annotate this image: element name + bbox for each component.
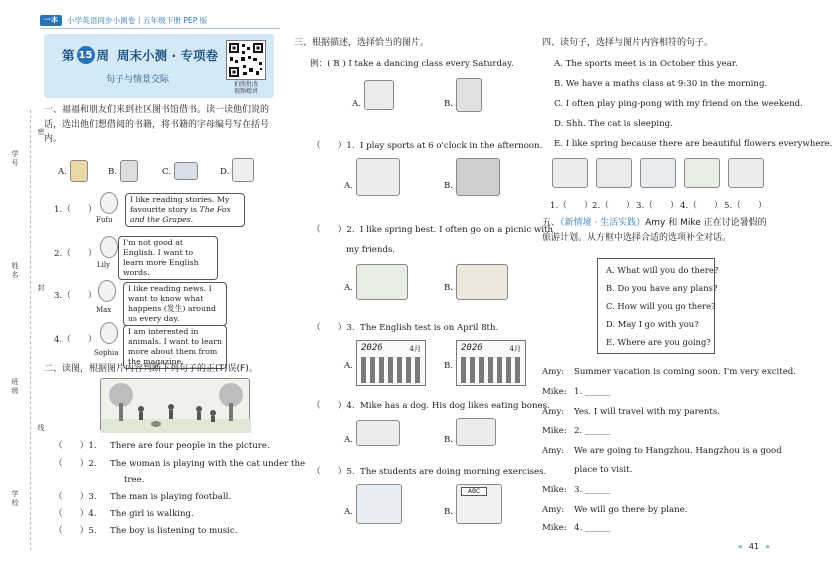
s4-blank-3[interactable]: 3.（ ） (636, 201, 679, 211)
s2-statement-1: There are four people in the picture. (110, 441, 270, 451)
dialogue-line-8: We will go there by plane. (574, 505, 688, 515)
s3-sentence-2-cont: my friends. (346, 245, 396, 255)
page-title (62, 46, 218, 64)
dialogue-blank-4[interactable]: 4. ______ (574, 523, 611, 533)
week-prefix: 第 (62, 48, 75, 63)
sleeping-cat-picture (596, 158, 632, 188)
seal-mark-xian: 线 (37, 424, 45, 432)
s4-blank-4[interactable]: 4.（ ） (680, 201, 723, 211)
option-a-label: A. (58, 167, 67, 177)
dialogue-speaker-4: Mike: (542, 426, 567, 436)
week-suffix: 周 (96, 48, 110, 63)
page-subtitle: 句子与情景交际 (106, 75, 170, 85)
s4-blank-5[interactable]: 5.（ ） (724, 201, 767, 211)
s2-answer-2[interactable]: （ ）2. (54, 459, 97, 469)
option-b-label: B. (108, 167, 118, 177)
basketball-hoop-evening-picture (456, 158, 500, 196)
qr-code-icon[interactable] (226, 40, 266, 80)
s5-option-e: E. Where are you going? (606, 337, 711, 347)
dialogue-speaker-8: Amy: (542, 505, 565, 515)
s4-blank-1[interactable]: 1.（ ） (550, 201, 593, 211)
section1-heading: 一、福福和朋友们来到社区图书馆借书。读一读他们说的话，选出他们想借阅的书籍，将书籍的字母编号写在括号内。 (44, 105, 270, 144)
page-number: 41 (748, 542, 760, 551)
basketball-hoop-day-picture (356, 158, 400, 196)
s4-blank-2[interactable]: 2.（ ） (592, 201, 635, 211)
s1-answer-3[interactable]: 3.（ ） (54, 291, 97, 301)
storybook-icon (70, 160, 88, 182)
s2-statement-2: The woman is playing with the cat under the (110, 459, 306, 469)
s3-answer-5[interactable]: （ ）5. (312, 467, 355, 477)
dialogue-speaker-2: Mike: (542, 387, 567, 397)
running-header (40, 14, 207, 26)
dialogue-speaker-3: Amy: (542, 407, 565, 417)
school-label: 学校 (11, 490, 19, 507)
s5-option-a: A. What will you do there? (606, 265, 719, 275)
maths-class-picture (640, 158, 676, 188)
calendar-b-month: 4月 (509, 345, 521, 353)
s3-2-b-label: B. (444, 283, 454, 293)
s3-ex-a-label: A. (352, 99, 361, 109)
s5-option-d: D. May I go with you? (606, 319, 699, 329)
section5-number: 五、 (542, 218, 561, 228)
s2-answer-4[interactable]: （ ）4. (54, 509, 97, 519)
s1-answer-1[interactable]: 1.（ ） (54, 205, 97, 215)
sports-meet-picture (728, 158, 764, 188)
options-box (597, 258, 719, 354)
sophia-speech: I am interested in animals. I want to learn more about them from the magazine. (123, 325, 227, 369)
seal-mark-mi: 密 (37, 128, 45, 136)
s2-answer-3[interactable]: （ ）3. (54, 492, 97, 502)
calendar-a-month: 4月 (409, 345, 421, 353)
dictionary-icon (120, 160, 138, 182)
s2-answer-5[interactable]: （ ）5. (54, 526, 97, 536)
dialogue-blank-3[interactable]: 3. ______ (574, 485, 611, 495)
s4-option-a: A. The sports meet is in October this year. (554, 59, 738, 69)
autumn-picnic-picture (456, 264, 508, 300)
fufu-speech (125, 193, 245, 227)
s4-option-b: B. We have a maths class at 9:30 in the morning. (554, 79, 768, 89)
s3-1-a-label: A. (344, 181, 353, 191)
max-name: Max (96, 306, 112, 314)
section3-heading: 三、根据描述，选择恰当的图片。 (294, 38, 430, 48)
calendar-a-year: 2026 (361, 343, 383, 353)
s2-statement-3: The man is playing football. (110, 492, 232, 502)
s3-sentence-1: I play sports at 6 o'clock in the afternoon. (360, 141, 543, 151)
dog-with-bone-picture (356, 420, 400, 446)
s3-5-b-label: B. (444, 507, 454, 517)
book-options (58, 160, 278, 184)
dialogue-blank-1[interactable]: 1. ______ (574, 387, 611, 397)
title-box (44, 34, 274, 98)
lily-speech: I'm not good at English. I want to learn more English words. (118, 236, 218, 280)
section2-heading: 二、读图，根据图片内容判断下列句子的正(T)误(F)。 (44, 364, 258, 374)
s3-5-a-label: A. (344, 507, 353, 517)
lily-name: Lily (97, 261, 111, 269)
qr-caption: 拍照批改 视频精讲 (233, 81, 258, 95)
dialogue-speaker-5: Amy: (542, 446, 565, 456)
s3-sentence-5: The students are doing morning exercises. (360, 467, 547, 477)
s3-4-b-label: B. (444, 435, 454, 445)
section4-heading: 四、读句子，选择与图片内容相符的句子。 (542, 38, 714, 48)
fufu-speech-text: I like reading stories. My favourite story is (130, 195, 230, 214)
dialogue-speaker-1: Amy: (542, 367, 565, 377)
option-d-label: D. (220, 167, 230, 177)
max-avatar (98, 280, 116, 302)
s3-1-b-label: B. (444, 181, 454, 191)
s3-3-a-label: A. (344, 361, 353, 371)
dialogue-line-3: Yes. I will travel with my parents. (574, 407, 720, 417)
s3-answer-3[interactable]: （ ）3. (312, 323, 355, 333)
section5-heading (542, 216, 770, 245)
dialogue-line-5-cont: place to visit. (574, 465, 633, 475)
calendar-b-year: 2026 (461, 343, 483, 353)
blackboard-text: ABC (461, 487, 487, 496)
name-label: 姓名 (11, 262, 19, 279)
header-divider (40, 28, 280, 29)
s3-answer-2[interactable]: （ ）2. (312, 225, 355, 235)
s4-option-d: D. Shh. The cat is sleeping. (554, 119, 673, 129)
class-label: 班级 (11, 378, 19, 395)
max-speech: I like reading news. I want to know what happens (发生) around us every day. (123, 282, 227, 326)
newspaper-icon (232, 158, 254, 182)
s5-option-c: C. How will you go there? (606, 301, 716, 311)
s3-answer-1[interactable]: （ ）1. (312, 141, 355, 151)
s3-3-b-label: B. (444, 361, 454, 371)
student-id-label: 学号 (11, 150, 19, 167)
s3-example: 例：( B ) I take a dancing class every Saturday. (310, 59, 514, 69)
series-tag: 一本 (40, 15, 62, 26)
classroom-picture (456, 484, 502, 524)
s3-4-a-label: A. (344, 435, 353, 445)
ballet-dancer-picture (456, 78, 482, 112)
dialogue-line-5: We are going to Hangzhou. Hangzhou is a good (574, 446, 782, 456)
quiz-title: 周末小测 · 专项卷 (117, 48, 218, 63)
spring-flowers-picture (684, 158, 720, 188)
s3-ex-b-label: B. (444, 99, 454, 109)
dialogue-line-1: Summer vacation is coming soon. I'm very excited. (574, 367, 797, 377)
s1-answer-2[interactable]: 2.（ ） (54, 249, 97, 259)
girl-sitting-picture (364, 80, 394, 110)
s4-option-e: E. I like spring because there are beautiful flowers everywhere. (554, 139, 832, 149)
morning-exercise-picture (356, 484, 402, 524)
page-footer (738, 542, 770, 551)
s2-statement-2-cont: tree. (124, 475, 145, 485)
s2-statement-5: The boy is listening to music. (110, 526, 238, 536)
calendar-b-picture (456, 340, 526, 386)
dialogue-speaker-7: Mike: (542, 485, 567, 495)
option-c-label: C. (162, 167, 172, 177)
seal-mark-feng: 封 (37, 284, 45, 292)
dialogue-speaker-9: Mike: (542, 523, 567, 533)
s3-sentence-3: The English test is on April 8th. (360, 323, 499, 333)
binding-line (30, 110, 31, 550)
s1-answer-4[interactable]: 4.（ ） (54, 335, 97, 345)
week-number-badge: 15 (77, 46, 95, 64)
next-page-icon[interactable]: » (765, 542, 770, 551)
park-scene-picture (100, 378, 250, 432)
fufu-avatar (100, 192, 118, 214)
lily-avatar (100, 236, 118, 258)
s2-answer-1[interactable]: （ ）1. (54, 441, 97, 451)
dialogue-blank-2[interactable]: 2. ______ (574, 426, 611, 436)
s5-option-b: B. Do you have any plans? (606, 283, 718, 293)
s3-2-a-label: A. (344, 283, 353, 293)
section5-tag: （新情境 · 生活实践） (560, 218, 646, 228)
prev-page-icon[interactable]: « (738, 542, 743, 551)
s3-sentence-2: I like spring best. I often go on a picnic with (360, 225, 554, 235)
dog-with-bowl-picture (456, 418, 496, 446)
series-title: 小学英语同步小测卷丨五年级下册 PEP 版 (67, 15, 208, 25)
sophia-avatar (100, 322, 118, 344)
sophia-name: Sophia (94, 349, 119, 357)
s3-sentence-4: Mike has a dog. His dog likes eating bones. (360, 401, 550, 411)
s4-option-c: C. I often play ping-pong with my friend on the weekend. (554, 99, 803, 109)
s3-answer-4[interactable]: （ ）4. (312, 401, 355, 411)
fufu-name: Fufu (96, 216, 113, 224)
fufu-speech-end: . (190, 215, 194, 224)
fufu-speech-title: The Fox and the Grapes (130, 205, 231, 224)
spring-picnic-picture (356, 264, 408, 300)
ping-pong-picture (552, 158, 588, 188)
magazine-icon (174, 162, 198, 180)
calendar-a-picture (356, 340, 426, 386)
section5-instruction: Amy 和 Mike 正在讨论暑假的旅游计划。从方框中选择合适的选项补全对话。 (542, 218, 767, 243)
s2-statement-4: The girl is walking. (110, 509, 194, 519)
